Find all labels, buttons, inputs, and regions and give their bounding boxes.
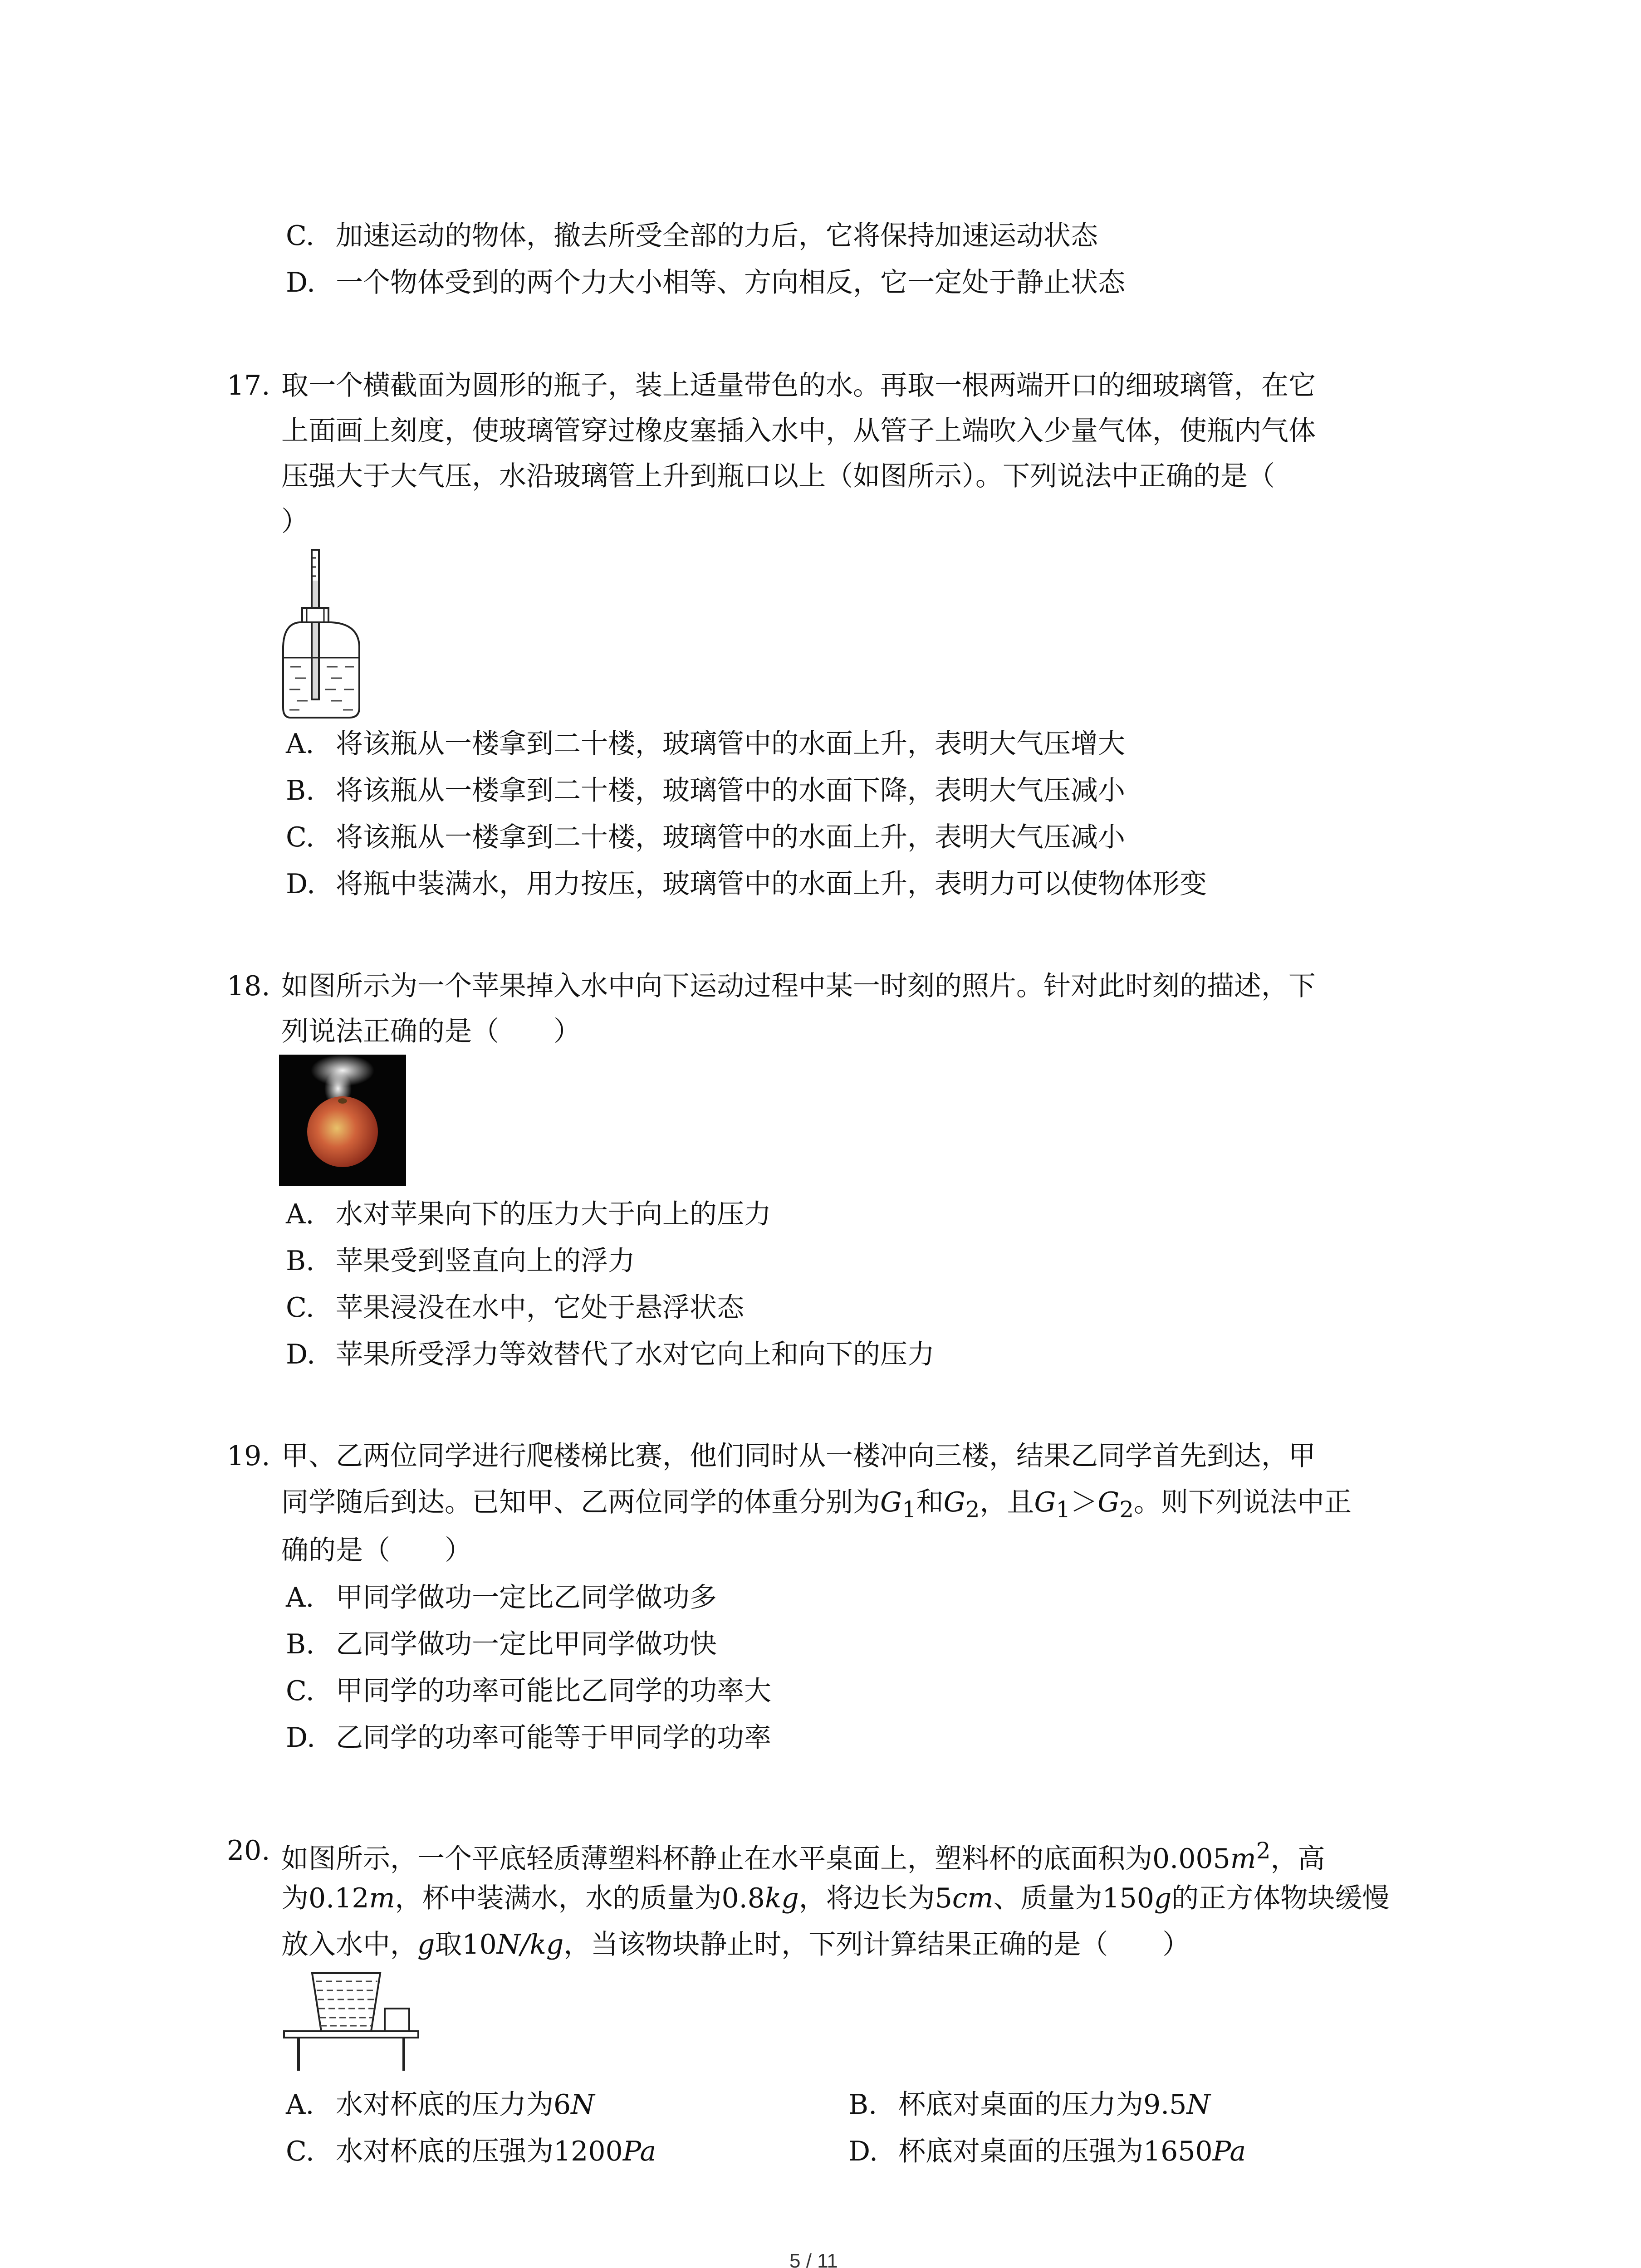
option-text: 将该瓶从一楼拿到二十楼，玻璃管中的水面下降，表明大气压减小 (336, 775, 1125, 807)
q18-stem-line: 列说法正确的是（ ） (281, 1016, 581, 1047)
q18-option-c (286, 1285, 744, 1330)
option-label: C. (286, 821, 314, 853)
option-text: 乙同学做功一定比甲同学做功快 (336, 1628, 717, 1660)
q18-option-b (286, 1238, 635, 1284)
option-text: 苹果受到竖直向上的浮力 (336, 1245, 635, 1277)
q17-option-d (286, 861, 1207, 907)
option-text: 水对杯底的压力为 (336, 2089, 554, 2121)
apple-photo (279, 1055, 406, 1186)
option-label: C. (286, 1675, 314, 1707)
q20-stem-line: 如图所示，一个平底轻质薄塑料杯静止在水平桌面上，塑料杯的底面积为$0.005m^2$，高 (281, 1838, 1325, 1875)
option-label: D. (286, 868, 316, 900)
option-label: C. (286, 2136, 314, 2167)
question-number: 17. (227, 370, 270, 401)
option-text: 苹果所受浮力等效替代了水对它向上和向下的压力 (336, 1339, 935, 1370)
option-label: D. (286, 267, 316, 298)
q19-stem-line: 甲、乙两位同学进行爬楼梯比赛，他们同时从一楼冲向三楼，结果乙同学首先到达，甲 (281, 1440, 1316, 1472)
option-label: D. (848, 2136, 878, 2167)
option-text: 杯底对桌面的压强为 (898, 2136, 1143, 2167)
q19-option-d (286, 1715, 771, 1760)
q20-stem-line: 放入水中，g取10N/kg，当该物块静止时，下列计算结果正确的是（ ） (281, 1929, 1190, 1960)
option-label: C. (286, 1292, 314, 1324)
q17-option-b (286, 768, 1125, 813)
option-label: A. (286, 2089, 314, 2121)
q18-option-d (286, 1332, 935, 1377)
q17-stem-line: 压强大于大气压，水沿玻璃管上升到瓶口以上（如图所示）。下列说法中正确的是（ (281, 460, 1275, 492)
option-label: B. (286, 1628, 315, 1660)
q20-stem-line: 为0.12m，杯中装满水，水的质量为0.8kg，将边长为5cm、质量为150g的正方体物块缓慢 (281, 1882, 1390, 1914)
option-text: 将该瓶从一楼拿到二十楼，玻璃管中的水面上升，表明大气压减小 (336, 821, 1125, 853)
option-text: 水对苹果向下的压力大于向上的压力 (336, 1198, 771, 1230)
option-label: A. (286, 1198, 314, 1230)
q17-option-a (286, 721, 1125, 767)
q20-option-c: C. 水对杯底的压强为1200Pa (286, 2129, 656, 2174)
question-number: 18. (227, 970, 270, 1002)
option-text: 将该瓶从一楼拿到二十楼，玻璃管中的水面上升，表明大气压增大 (336, 728, 1125, 760)
option-label: B. (286, 775, 315, 807)
q16-option-c (286, 213, 1098, 259)
bottle-tube-diagram (281, 549, 363, 721)
q20-option-a: A. 水对杯底的压力为6N (286, 2082, 595, 2127)
q18-option-a (286, 1192, 771, 1237)
q20-option-d: D. 杯底对桌面的压强为1650Pa (848, 2129, 1246, 2174)
q19-stem-line: 同学随后到达。已知甲、乙两位同学的体重分别为$G_1$和$G_2$，且$G_1>G_2$。则下列说法中正 (281, 1486, 1352, 1523)
option-label: D. (286, 1722, 316, 1754)
option-label: B. (286, 1245, 315, 1277)
option-label: D. (286, 1339, 316, 1370)
option-text: 加速运动的物体，撤去所受全部的力后，它将保持加速运动状态 (336, 220, 1098, 252)
option-label: A. (286, 728, 314, 760)
option-text: 乙同学的功率可能等于甲同学的功率 (336, 1722, 771, 1754)
option-text: 甲同学的功率可能比乙同学的功率大 (336, 1675, 771, 1707)
page-number: 5 / 11 (789, 2250, 838, 2268)
question-number: 19. (227, 1440, 270, 1472)
q19-option-c (286, 1668, 771, 1714)
option-text: 水对杯底的压强为 (336, 2136, 554, 2167)
option-label: C. (286, 220, 314, 252)
option-text: 将瓶中装满水，用力按压，玻璃管中的水面上升，表明力可以使物体形变 (336, 868, 1207, 900)
q20-option-b: B. 杯底对桌面的压力为9.5N (848, 2082, 1210, 2127)
q17-option-c (286, 815, 1125, 860)
option-label: A. (286, 1582, 314, 1613)
q18-stem-line: 如图所示为一个苹果掉入水中向下运动过程中某一时刻的照片。针对此时刻的描述，下 (281, 970, 1316, 1002)
q19-option-a (286, 1575, 717, 1620)
option-text: 苹果浸没在水中，它处于悬浮状态 (336, 1292, 744, 1324)
option-label: B. (848, 2089, 877, 2121)
q17-stem-line: ） (281, 506, 309, 538)
option-text: 杯底对桌面的压力为 (898, 2089, 1143, 2121)
q17-stem-line: 取一个横截面为圆形的瓶子，装上适量带色的水。再取一根两端开口的细玻璃管，在它 (281, 370, 1316, 401)
option-text: 一个物体受到的两个力大小相等、方向相反，它一定处于静止状态 (336, 267, 1125, 298)
option-text: 甲同学做功一定比乙同学做功多 (336, 1582, 717, 1613)
question-number: 20. (227, 1835, 270, 1867)
q19-option-b (286, 1622, 717, 1667)
q19-stem-line: 确的是（ ） (281, 1535, 472, 1566)
q17-stem-line: 上面画上刻度，使玻璃管穿过橡皮塞插入水中，从管子上端吹入少量气体，使瓶内气体 (281, 415, 1316, 447)
q16-option-d (286, 260, 1125, 305)
cup-on-table-diagram (281, 1969, 454, 2077)
